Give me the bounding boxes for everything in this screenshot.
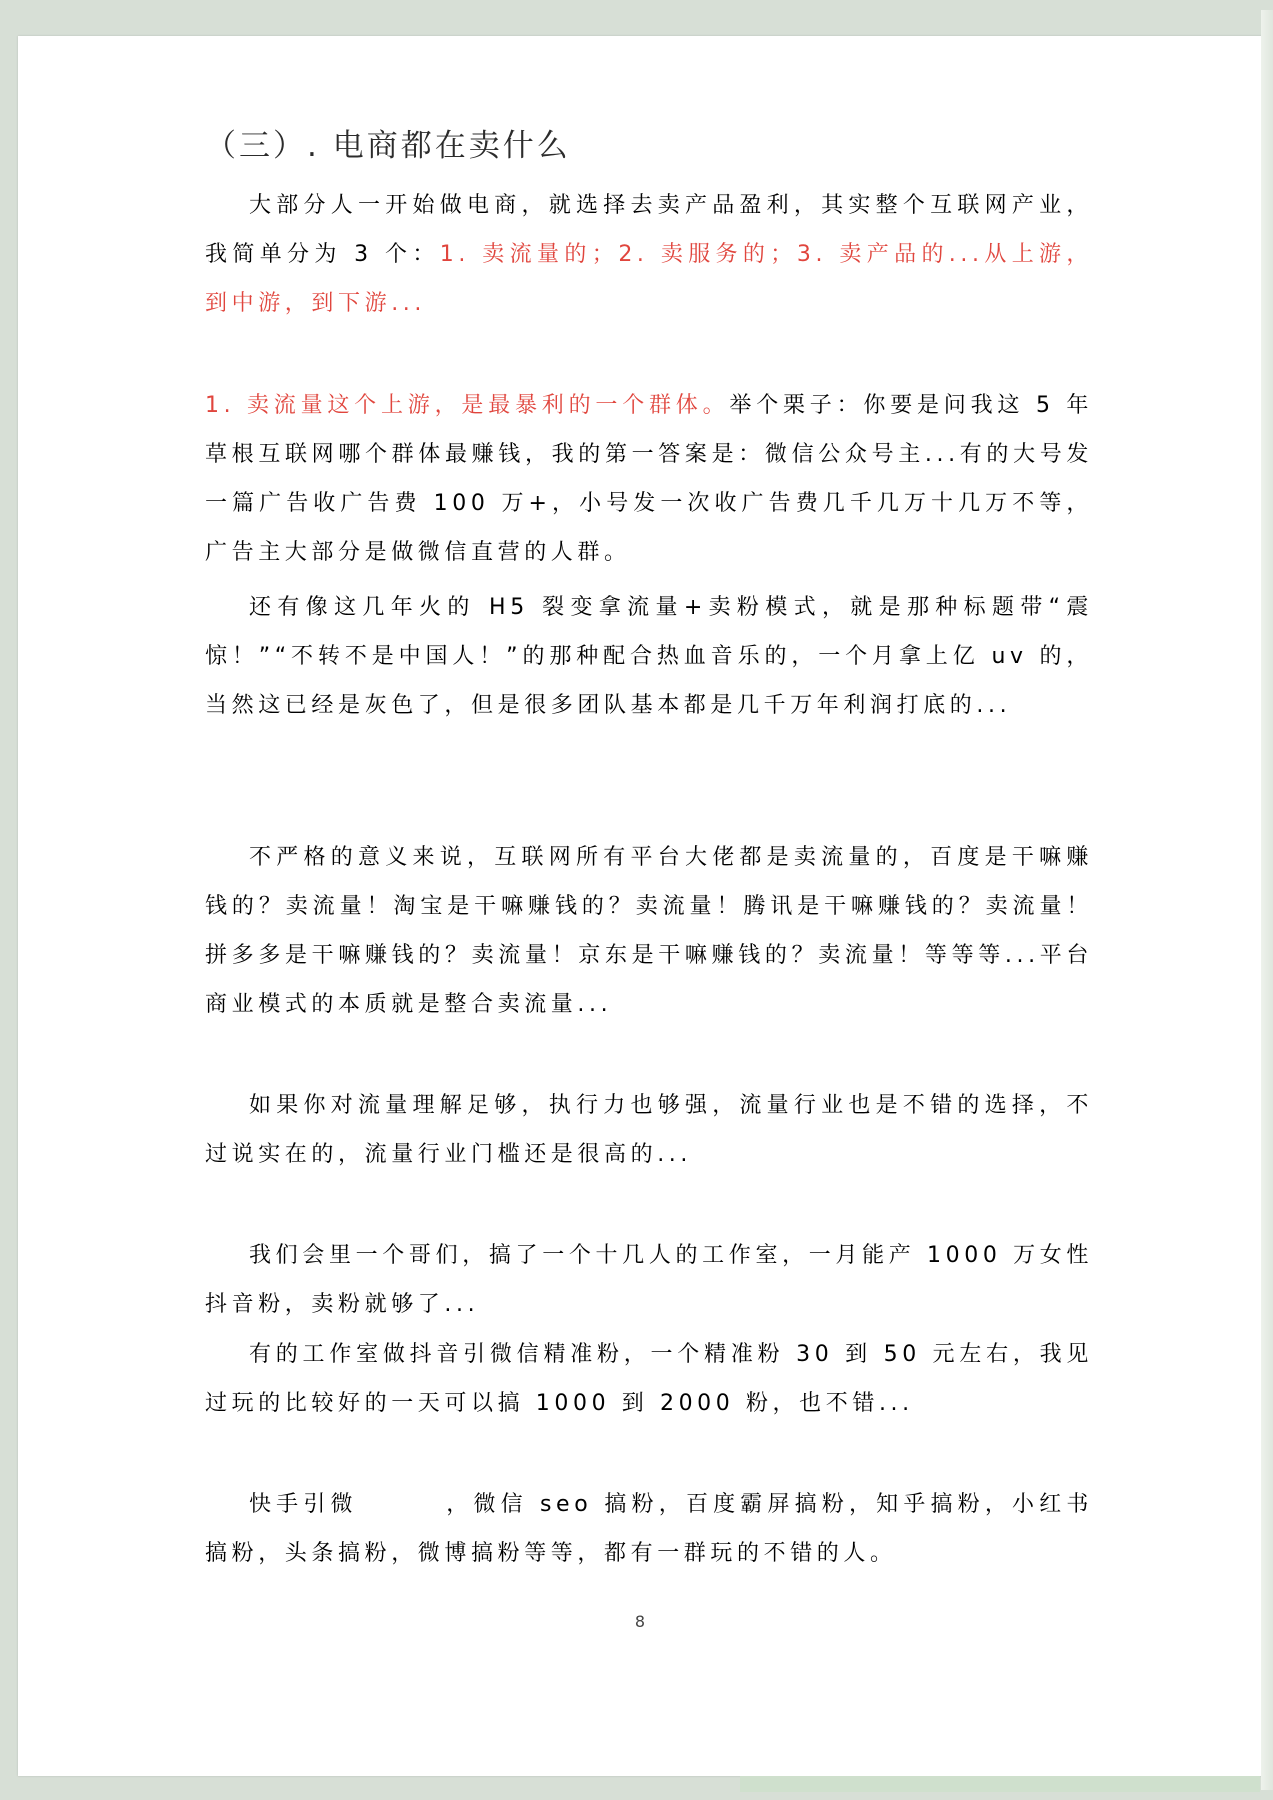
intro-highlight: 1. 卖流量的；2. 卖服务的；3. 卖产品的...从上游，到中游，到下游... [205, 242, 1093, 316]
intro-text: 大部分人一开始做电商，就选择去卖产品盈利，其实整个互联网产业，我简单分为 3 个： [205, 193, 1093, 267]
paragraph-h5-model: 还有像这几年火的 H5 裂变拿流量+卖粉模式，就是那种标题带“震惊！”“不转不是中国人！”的那种配合热血音乐的，一个月拿上亿 uv 的，当然这已经是灰色了，但是很多团队基本都是几千万年利润打底的... [205, 595, 1093, 718]
traffic-text: 举个栗子：你要是问我这 5 年草根互联网哪个群体最赚钱，我的第一答案是：微信公众号主...有的大号发一篇广告收广告费 100 万+，小号发一次收广告费几千几万十几万不等，广告主大部分是做微信直营的人群。 [205, 393, 1093, 565]
section-title: （三）. 电商都在卖什么 [205, 128, 571, 164]
paragraph-traffic-upstream [205, 381, 1093, 577]
paragraph-intro [205, 181, 1093, 328]
paragraph-traffic-industry: 如果你对流量理解足够，执行力也够强，流量行业也是不错的选择，不过说实在的，流量行业门槛还是很高的... [205, 1093, 1093, 1167]
paragraph-precise-fans: 有的工作室做抖音引微信精准粉，一个精准粉 30 到 50 元左右，我见过玩的比较好的一天可以搞 1000 到 2000 粉，也不错... [205, 1342, 1093, 1416]
channels-start: 快手引微 [249, 1492, 358, 1517]
channels-rest: ，微信 seo 搞粉，百度霸屏搞粉，知乎搞粉，小红书搞粉，头条搞粉，微博搞粉等等，都有一群玩的不错的人。 [205, 1492, 1094, 1566]
paragraph-platforms: 不严格的意义来说，互联网所有平台大佬都是卖流量的，百度是干嘛赚钱的？卖流量！淘宝是干嘛赚钱的？卖流量！腾讯是干嘛赚钱的？卖流量！拼多多是干嘛赚钱的？卖流量！京东是干嘛赚钱的？卖流量！等等等...平台商业模式的本质就是整合卖流量... [205, 845, 1093, 1017]
traffic-heading-highlight: 1. 卖流量这个上游，是最暴利的一个群体。 [205, 393, 730, 418]
scan-edge-bottom [740, 1776, 1260, 1792]
paragraph-channels [205, 1480, 1093, 1578]
paragraph-studio: 我们会里一个哥们，搞了一个十几人的工作室，一月能产 1000 万女性抖音粉，卖粉就够了... [205, 1243, 1093, 1317]
scan-edge [1261, 10, 1273, 1790]
page-number: 8 [634, 1612, 646, 1631]
